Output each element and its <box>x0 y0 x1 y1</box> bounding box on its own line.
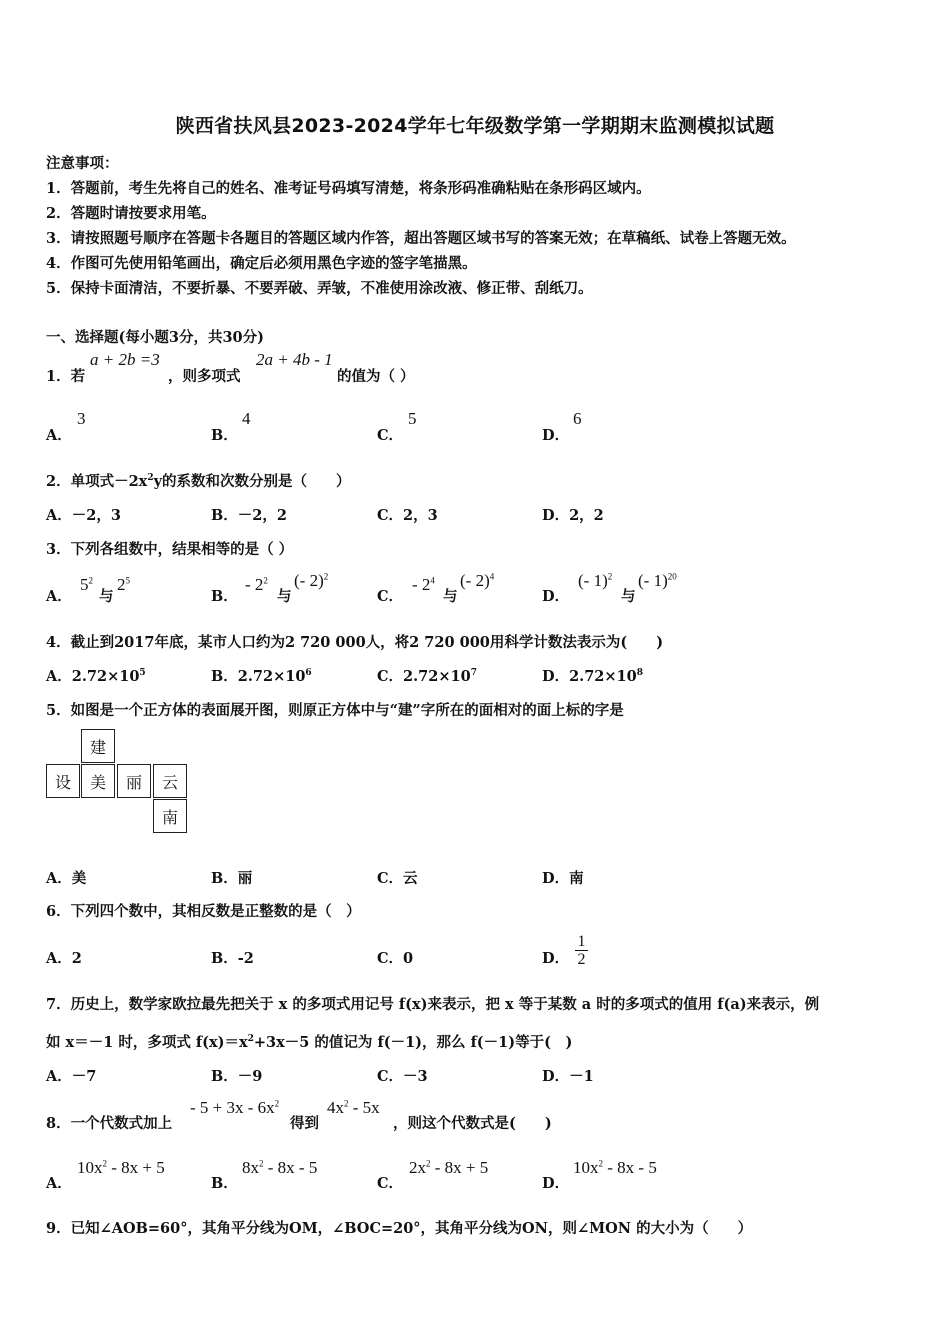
q3-option-d-label: D． <box>542 588 570 605</box>
q3-option-d-and: 与 <box>621 588 636 605</box>
question-3: 3．下列各组数中，结果相等的是（ ） <box>46 541 294 558</box>
q6-option-c: C．0 <box>377 950 414 967</box>
q8-option-b-value: $8x^2 - 8x - 5$ <box>242 1158 318 1177</box>
net-cell: 设 <box>46 764 80 798</box>
q2-option-c: C．2，3 <box>377 507 438 524</box>
q3-option-d-right: (- 1)$^{20}$ <box>638 571 677 590</box>
q8-expression-2: $4x^2 - 5x$ <box>327 1098 380 1117</box>
q6-option-d-fraction: $\frac{1}{2}$ <box>575 933 588 968</box>
q1-option-d-value: 6 <box>573 409 582 428</box>
q4-option-b: B．$2.72\times 10^6$ <box>211 668 312 685</box>
q3-option-a-label: A． <box>46 588 72 605</box>
question-6: 6．下列四个数中，其相反数是正整数的是（ ） <box>46 903 361 920</box>
q6-option-a: A．2 <box>46 950 82 967</box>
q1-option-c-value: 5 <box>408 409 417 428</box>
q6-option-b: B．-2 <box>211 950 254 967</box>
q7-option-a: A．－7 <box>46 1068 97 1085</box>
q1-option-b-value: 4 <box>242 409 251 428</box>
q3-option-c-left: - $2^4$ <box>412 575 435 594</box>
q5-option-c: C．云 <box>377 870 418 887</box>
q5-option-a: A．美 <box>46 870 87 887</box>
q8-expression-1: - $5 + 3x - 6x^2$ <box>190 1098 280 1117</box>
question-9: 9．已知∠AOB=60°，其角平分线为OM，∠BOC=20°，其角平分线为ON，则∠MON 的大小为（ ） <box>46 1220 753 1237</box>
q7-option-c: C．－3 <box>377 1068 428 1085</box>
q8-option-c-label: C． <box>377 1175 404 1192</box>
q1-expression-1: a + 2b =3 <box>90 350 160 369</box>
q1-option-c-label: C． <box>377 427 404 444</box>
q3-option-b-right: (- 2)$^2$ <box>294 571 329 590</box>
q2-option-a: A．－2，3 <box>46 507 121 524</box>
question-7-line-2: 如 x＝－1 时，多项式 $f(x)=x^2+3x-5$ 的值记为 f(－1)，那么 f(－1)等于( ) <box>46 1034 573 1051</box>
q1-post-text: 的值为（ ） <box>337 368 415 385</box>
question-5: 5．如图是一个正方体的表面展开图，则原正方体中与“建”字所在的面相对的面上标的字是 <box>46 702 624 719</box>
question-4: 4．截止到2017年底，某市人口约为2 720 000人，将2 720 000用科学计数法表示为( ) <box>46 634 664 651</box>
q3-option-c-and: 与 <box>443 588 458 605</box>
note-item: 1．答题前，考生先将自己的姓名、准考证号码填写清楚，将条形码准确粘贴在条形码区域内。 <box>46 180 651 197</box>
q1-option-a-label: A． <box>46 427 72 444</box>
note-item: 2．答题时请按要求用笔。 <box>46 205 216 222</box>
question-7-line-1: 7．历史上，数学家欧拉最先把关于 x 的多项式用记号 f(x)来表示，把 x 等于某数 a 时的多项式的值用 f(a)来表示，例 <box>46 996 820 1013</box>
net-cell: 美 <box>81 764 115 798</box>
note-item: 5．保持卡面清洁，不要折暴、不要弄破、弄皱，不准使用涂改液、修正带、刮纸刀。 <box>46 280 593 297</box>
note-item: 3．请按照题号顺序在答题卡各题目的答题区域内作答，超出答题区域书写的答案无效；在草稿纸、试卷上答题无效。 <box>46 230 796 247</box>
section-heading: 一、选择题(每小题3分，共30分) <box>46 329 264 346</box>
q8-option-c-value: $2x^2 - 8x + 5$ <box>409 1158 489 1177</box>
q1-expression-2: 2a + 4b - 1 <box>256 350 333 369</box>
q3-option-b-label: B． <box>211 588 238 605</box>
note-item: 4．作图可先使用铅笔画出，确定后必须用黑色字迹的签字笔描黑。 <box>46 255 477 272</box>
q4-option-c: C．$2.72\times 10^7$ <box>377 668 477 685</box>
q4-option-a: A．$2.72\times 10^5$ <box>46 668 146 685</box>
q6-option-d-label: D． <box>542 950 570 967</box>
q8-mid-text: 得到 <box>290 1115 319 1132</box>
q7-option-d: D．－1 <box>542 1068 594 1085</box>
q3-option-c-right: (- 2)$^4$ <box>460 571 495 590</box>
net-cell: 丽 <box>117 764 151 798</box>
q1-option-a-value: 3 <box>77 409 86 428</box>
q3-option-a-left: $5^2$ <box>80 575 93 594</box>
question-1: 1．若 <box>46 368 86 385</box>
question-2: 2．单项式$-2x^2y$的系数和次数分别是（ ） <box>46 473 351 490</box>
q8-option-a-label: A． <box>46 1175 72 1192</box>
q8-option-b-label: B． <box>211 1175 238 1192</box>
q7-option-b: B．－9 <box>211 1068 263 1085</box>
notes-heading: 注意事项： <box>46 155 119 172</box>
q4-option-d: D．$2.72\times 10^8$ <box>542 668 643 685</box>
q8-option-d-label: D． <box>542 1175 570 1192</box>
q3-option-d-left: (- 1)$^2$ <box>578 571 613 590</box>
q2-option-b: B．－2，2 <box>211 507 287 524</box>
question-8-prefix: 8．一个代数式加上 <box>46 1115 173 1132</box>
q8-post-text: ，则这个代数式是( ) <box>393 1115 552 1132</box>
q3-option-b-and: 与 <box>277 588 292 605</box>
q3-option-a-right: $2^5$ <box>117 575 130 594</box>
q5-option-b: B．丽 <box>211 870 253 887</box>
q3-option-a-and: 与 <box>99 588 114 605</box>
q5-option-d: D．南 <box>542 870 584 887</box>
q2-option-d: D．2，2 <box>542 507 604 524</box>
q1-option-b-label: B． <box>211 427 238 444</box>
q8-option-d-value: $10x^2 - 8x - 5$ <box>573 1158 657 1177</box>
page-title: 陕西省扶风县2023-2024学年七年级数学第一学期期末监测模拟试题 <box>175 115 775 137</box>
q3-option-c-label: C． <box>377 588 404 605</box>
q3-option-b-left: - $2^2$ <box>245 575 268 594</box>
q8-option-a-value: $10x^2 - 8x + 5$ <box>77 1158 165 1177</box>
q1-option-d-label: D． <box>542 427 570 444</box>
q1-mid-text: ，则多项式 <box>168 368 241 385</box>
net-cell: 建 <box>81 729 115 763</box>
net-cell: 云 <box>153 764 187 798</box>
net-cell: 南 <box>153 799 187 833</box>
